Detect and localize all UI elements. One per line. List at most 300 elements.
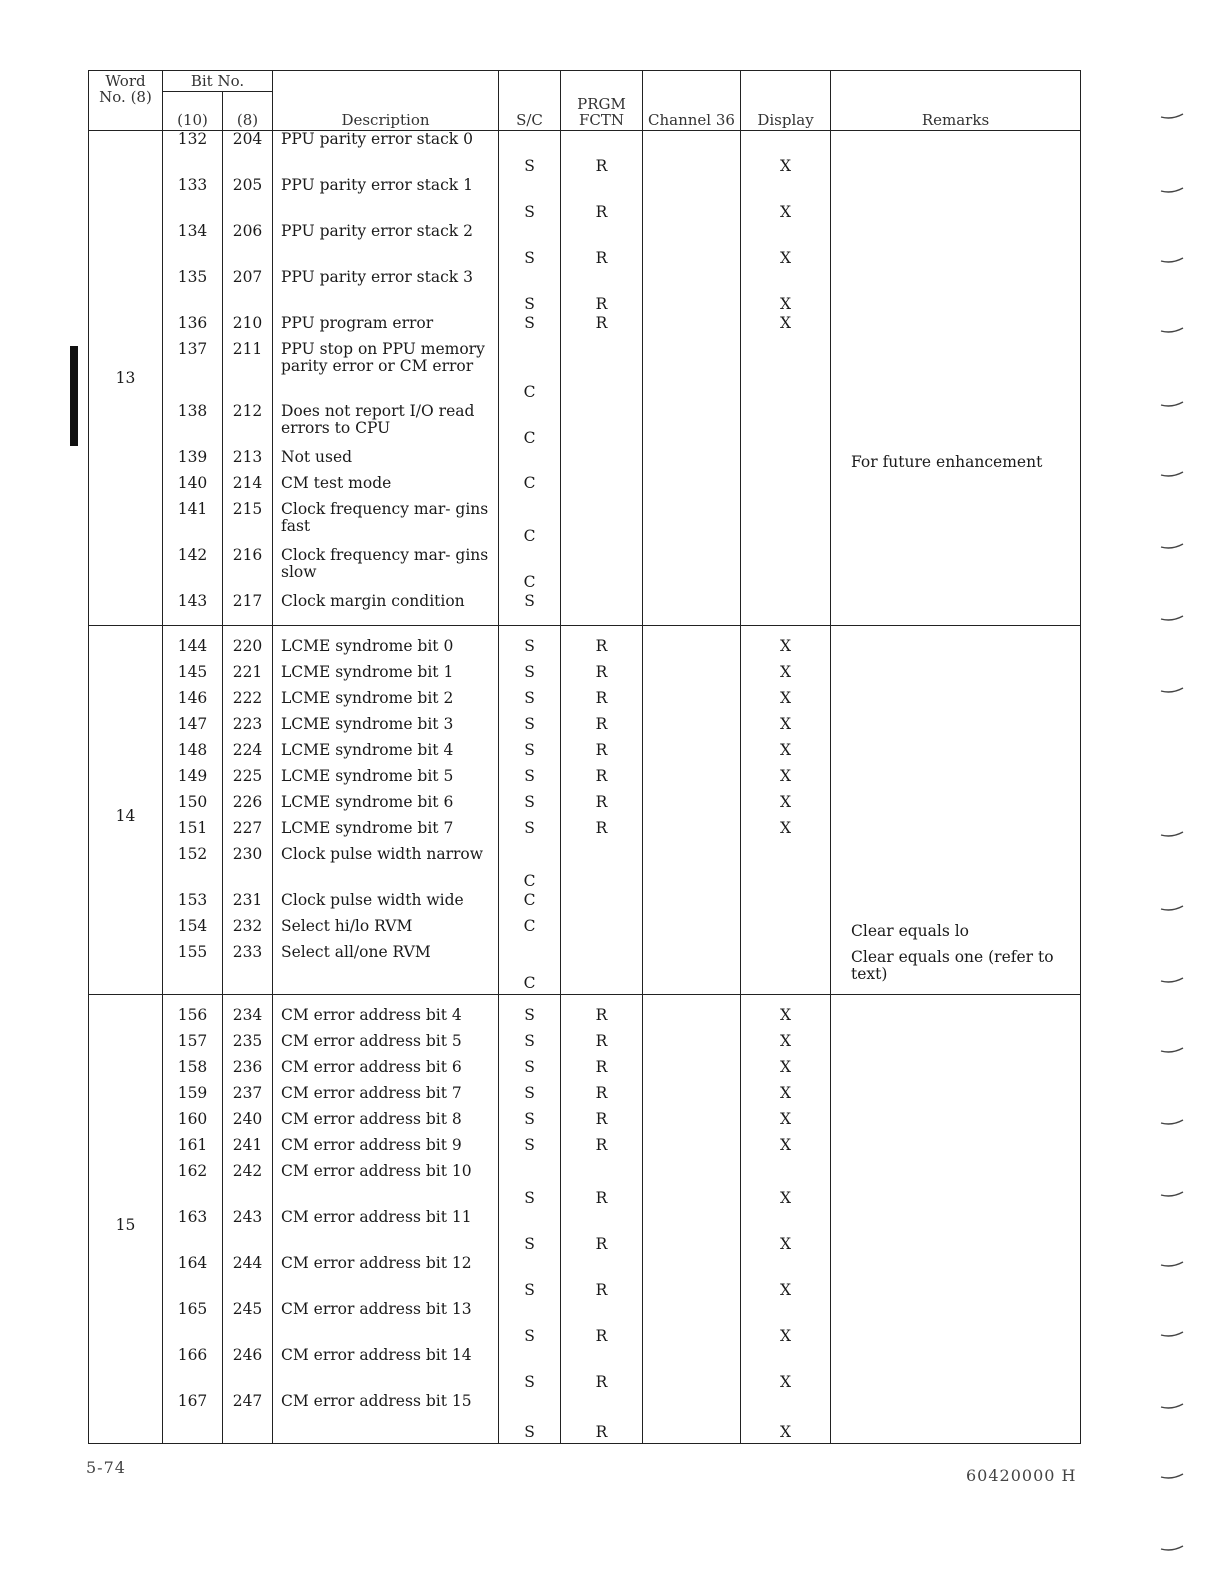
bit-description: CM error address bit 13 — [273, 1301, 499, 1347]
bit-decimal: 146 — [163, 690, 223, 716]
bit-decimal: 134 — [163, 223, 223, 269]
set-clear-flag: S — [499, 995, 561, 1034]
bit-decimal: 162 — [163, 1163, 223, 1209]
program-function — [561, 944, 643, 995]
channel-36-value — [643, 1085, 741, 1111]
set-clear-flag: S — [499, 690, 561, 716]
bit-decimal: 166 — [163, 1347, 223, 1393]
program-function — [561, 846, 643, 892]
program-function: R — [561, 1209, 643, 1255]
display-flag: X — [741, 664, 831, 690]
display-flag — [741, 449, 831, 475]
display-flag: X — [741, 131, 831, 178]
remarks-cell — [831, 131, 1081, 626]
bit-decimal: 151 — [163, 820, 223, 846]
bit-octal: 243 — [223, 1209, 273, 1255]
program-function — [561, 547, 643, 593]
margin-tick-mark — [1160, 904, 1184, 912]
header-channel-36: Channel 36 — [643, 71, 741, 131]
bit-decimal: 155 — [163, 944, 223, 995]
bit-description: PPU parity error stack 3 — [273, 269, 499, 315]
bit-decimal: 136 — [163, 315, 223, 341]
channel-36-value — [643, 1059, 741, 1085]
bit-octal: 231 — [223, 892, 273, 918]
channel-36-value — [643, 918, 741, 944]
document-number: 60420000 H — [966, 1466, 1077, 1485]
set-clear-flag: S — [499, 1111, 561, 1137]
bit-description: Clock pulse width wide — [273, 892, 499, 918]
bit-decimal: 161 — [163, 1137, 223, 1163]
display-flag: X — [741, 820, 831, 846]
bit-decimal: 152 — [163, 846, 223, 892]
channel-36-value — [643, 475, 741, 501]
program-function — [561, 593, 643, 626]
margin-tick-mark — [1160, 1330, 1184, 1338]
channel-36-value — [643, 794, 741, 820]
bit-description: LCME syndrome bit 1 — [273, 664, 499, 690]
channel-36-value — [643, 1111, 741, 1137]
display-flag — [741, 501, 831, 547]
header-description: Description — [273, 71, 499, 131]
display-flag: X — [741, 1111, 831, 1137]
bit-octal: 227 — [223, 820, 273, 846]
program-function: R — [561, 690, 643, 716]
table-body — [89, 131, 1081, 1444]
bit-decimal: 164 — [163, 1255, 223, 1301]
table-row — [89, 131, 1081, 178]
set-clear-flag: S — [499, 1393, 561, 1444]
margin-tick-mark — [1160, 112, 1184, 120]
bit-description: Not used — [273, 449, 499, 475]
channel-36-value — [643, 501, 741, 547]
channel-36-value — [643, 131, 741, 178]
display-flag: X — [741, 1209, 831, 1255]
bit-octal: 216 — [223, 547, 273, 593]
set-clear-flag: C — [499, 846, 561, 892]
program-function: R — [561, 768, 643, 794]
bit-definition-table — [88, 70, 1081, 1444]
bit-decimal: 167 — [163, 1393, 223, 1444]
bit-description: Select all/one RVM — [273, 944, 499, 995]
bit-description: PPU parity error stack 1 — [273, 177, 499, 223]
program-function: R — [561, 716, 643, 742]
bit-decimal: 159 — [163, 1085, 223, 1111]
bit-decimal: 145 — [163, 664, 223, 690]
set-clear-flag: C — [499, 475, 561, 501]
program-function: R — [561, 664, 643, 690]
program-function — [561, 341, 643, 403]
set-clear-flag: S — [499, 1209, 561, 1255]
display-flag — [741, 892, 831, 918]
bit-description: PPU stop on PPU memory parity error or CM error — [273, 341, 499, 403]
program-function: R — [561, 626, 643, 665]
bit-decimal: 163 — [163, 1209, 223, 1255]
display-flag: X — [741, 315, 831, 341]
set-clear-flag: S — [499, 1255, 561, 1301]
margin-tick-mark — [1160, 1260, 1184, 1268]
bit-description: LCME syndrome bit 0 — [273, 626, 499, 665]
bit-description: CM error address bit 6 — [273, 1059, 499, 1085]
set-clear-flag: C — [499, 341, 561, 403]
set-clear-flag: S — [499, 1137, 561, 1163]
channel-36-value — [643, 664, 741, 690]
bit-decimal: 150 — [163, 794, 223, 820]
margin-tick-mark — [1160, 186, 1184, 194]
bit-octal: 241 — [223, 1137, 273, 1163]
bit-description: CM error address bit 4 — [273, 995, 499, 1034]
bit-decimal: 132 — [163, 131, 223, 178]
bit-description: LCME syndrome bit 3 — [273, 716, 499, 742]
set-clear-flag: S — [499, 742, 561, 768]
bit-description: CM error address bit 5 — [273, 1033, 499, 1059]
bit-description: LCME syndrome bit 4 — [273, 742, 499, 768]
margin-tick-mark — [1160, 1046, 1184, 1054]
header-bit-10: (10) — [163, 92, 223, 131]
bit-description: CM error address bit 14 — [273, 1347, 499, 1393]
program-function — [561, 449, 643, 475]
bit-description: Clock pulse width narrow — [273, 846, 499, 892]
bit-octal: 233 — [223, 944, 273, 995]
bit-octal: 245 — [223, 1301, 273, 1347]
channel-36-value — [643, 223, 741, 269]
bit-octal: 230 — [223, 846, 273, 892]
bit-octal: 220 — [223, 626, 273, 665]
set-clear-flag: S — [499, 177, 561, 223]
bit-octal: 217 — [223, 593, 273, 626]
bit-description: Select hi/lo RVM — [273, 918, 499, 944]
display-flag: X — [741, 1033, 831, 1059]
set-clear-flag: S — [499, 1059, 561, 1085]
set-clear-flag: C — [499, 501, 561, 547]
table-header — [89, 71, 1081, 131]
header-display: Display — [741, 71, 831, 131]
bit-decimal: 157 — [163, 1033, 223, 1059]
set-clear-flag: S — [499, 1347, 561, 1393]
channel-36-value — [643, 1163, 741, 1209]
set-clear-flag: C — [499, 547, 561, 593]
bit-octal: 244 — [223, 1255, 273, 1301]
bit-description: CM error address bit 15 — [273, 1393, 499, 1444]
set-clear-flag: S — [499, 716, 561, 742]
bit-decimal: 147 — [163, 716, 223, 742]
header-word-no: Word No. (8) — [89, 71, 163, 131]
program-function: R — [561, 995, 643, 1034]
program-function: R — [561, 794, 643, 820]
remarks-cell — [831, 995, 1081, 1444]
bit-decimal: 139 — [163, 449, 223, 475]
bit-description: LCME syndrome bit 2 — [273, 690, 499, 716]
bit-octal: 225 — [223, 768, 273, 794]
channel-36-value — [643, 1393, 741, 1444]
bit-octal: 215 — [223, 501, 273, 547]
bit-octal: 212 — [223, 403, 273, 449]
margin-tick-mark — [1160, 326, 1184, 334]
set-clear-flag: S — [499, 768, 561, 794]
channel-36-value — [643, 1033, 741, 1059]
bit-octal: 242 — [223, 1163, 273, 1209]
bit-octal: 213 — [223, 449, 273, 475]
program-function — [561, 475, 643, 501]
bit-description: Clock frequency mar- gins fast — [273, 501, 499, 547]
display-flag — [741, 846, 831, 892]
bit-octal: 221 — [223, 664, 273, 690]
bit-octal: 226 — [223, 794, 273, 820]
program-function: R — [561, 1085, 643, 1111]
bit-description: PPU parity error stack 0 — [273, 131, 499, 178]
margin-tick-mark — [1160, 976, 1184, 984]
display-flag: X — [741, 1137, 831, 1163]
display-flag: X — [741, 1301, 831, 1347]
display-flag: X — [741, 742, 831, 768]
channel-36-value — [643, 1301, 741, 1347]
display-flag — [741, 475, 831, 501]
set-clear-flag: S — [499, 131, 561, 178]
bit-octal: 235 — [223, 1033, 273, 1059]
display-flag — [741, 918, 831, 944]
table-row — [89, 626, 1081, 665]
page-number: 5-74 — [86, 1458, 126, 1477]
set-clear-flag: S — [499, 1085, 561, 1111]
bit-decimal: 153 — [163, 892, 223, 918]
bit-decimal: 135 — [163, 269, 223, 315]
set-clear-flag: C — [499, 944, 561, 995]
margin-tick-mark — [1160, 1118, 1184, 1126]
channel-36-value — [643, 593, 741, 626]
bit-octal: 204 — [223, 131, 273, 178]
bit-octal: 214 — [223, 475, 273, 501]
bit-decimal: 142 — [163, 547, 223, 593]
set-clear-flag: C — [499, 892, 561, 918]
remark-text: Clear equals lo — [851, 921, 970, 940]
bit-octal: 246 — [223, 1347, 273, 1393]
program-function: R — [561, 1163, 643, 1209]
set-clear-flag: S — [499, 820, 561, 846]
bit-description: CM error address bit 7 — [273, 1085, 499, 1111]
bit-decimal: 140 — [163, 475, 223, 501]
channel-36-value — [643, 1255, 741, 1301]
bit-description: CM error address bit 9 — [273, 1137, 499, 1163]
bit-description: CM error address bit 12 — [273, 1255, 499, 1301]
set-clear-flag: S — [499, 664, 561, 690]
program-function: R — [561, 177, 643, 223]
bit-description: CM error address bit 11 — [273, 1209, 499, 1255]
display-flag: X — [741, 1059, 831, 1085]
channel-36-value — [643, 742, 741, 768]
channel-36-value — [643, 768, 741, 794]
margin-tick-mark — [1160, 470, 1184, 478]
set-clear-flag: S — [499, 593, 561, 626]
program-function: R — [561, 131, 643, 178]
bit-octal: 234 — [223, 995, 273, 1034]
channel-36-value — [643, 177, 741, 223]
word-number: 13 — [89, 131, 163, 626]
display-flag: X — [741, 223, 831, 269]
bit-octal: 206 — [223, 223, 273, 269]
bit-description: Does not report I/O read errors to CPU — [273, 403, 499, 449]
bit-octal: 224 — [223, 742, 273, 768]
bit-decimal: 149 — [163, 768, 223, 794]
channel-36-value — [643, 341, 741, 403]
header-remarks: Remarks — [831, 71, 1081, 131]
program-function: R — [561, 1137, 643, 1163]
set-clear-flag: S — [499, 1033, 561, 1059]
display-flag — [741, 593, 831, 626]
margin-tick-mark — [1160, 1472, 1184, 1480]
bit-decimal: 148 — [163, 742, 223, 768]
display-flag: X — [741, 1255, 831, 1301]
channel-36-value — [643, 269, 741, 315]
display-flag: X — [741, 1347, 831, 1393]
program-function: R — [561, 820, 643, 846]
channel-36-value — [643, 1137, 741, 1163]
header-prgm-fctn: PRGM FCTN — [561, 71, 643, 131]
bit-octal: 236 — [223, 1059, 273, 1085]
display-flag: X — [741, 690, 831, 716]
margin-tick-mark — [1160, 256, 1184, 264]
channel-36-value — [643, 690, 741, 716]
margin-tick-mark — [1160, 1190, 1184, 1198]
display-flag — [741, 341, 831, 403]
display-flag: X — [741, 626, 831, 665]
program-function: R — [561, 1347, 643, 1393]
channel-36-value — [643, 547, 741, 593]
word-number: 15 — [89, 995, 163, 1444]
program-function — [561, 892, 643, 918]
display-flag — [741, 547, 831, 593]
bit-octal: 247 — [223, 1393, 273, 1444]
bit-octal: 232 — [223, 918, 273, 944]
display-flag: X — [741, 716, 831, 742]
bit-description: CM error address bit 10 — [273, 1163, 499, 1209]
bit-octal: 205 — [223, 177, 273, 223]
margin-tick-mark — [1160, 686, 1184, 694]
bit-description: Clock margin condition — [273, 593, 499, 626]
bit-description: CM test mode — [273, 475, 499, 501]
header-bit-no: Bit No. — [163, 71, 273, 92]
bit-octal: 240 — [223, 1111, 273, 1137]
program-function: R — [561, 315, 643, 341]
bit-description: PPU program error — [273, 315, 499, 341]
bit-octal: 223 — [223, 716, 273, 742]
bit-decimal: 133 — [163, 177, 223, 223]
bit-octal: 237 — [223, 1085, 273, 1111]
display-flag: X — [741, 768, 831, 794]
margin-tick-mark — [1160, 1402, 1184, 1410]
program-function: R — [561, 1059, 643, 1085]
channel-36-value — [643, 1347, 741, 1393]
bit-description: PPU parity error stack 2 — [273, 223, 499, 269]
set-clear-flag: C — [499, 403, 561, 449]
bit-octal: 222 — [223, 690, 273, 716]
set-clear-flag: S — [499, 794, 561, 820]
header-bit-8: (8) — [223, 92, 273, 131]
set-clear-flag: S — [499, 269, 561, 315]
header-sc: S/C — [499, 71, 561, 131]
channel-36-value — [643, 315, 741, 341]
display-flag — [741, 403, 831, 449]
remarks-cell — [831, 626, 1081, 995]
channel-36-value — [643, 716, 741, 742]
bit-octal: 211 — [223, 341, 273, 403]
set-clear-flag — [499, 449, 561, 475]
program-function: R — [561, 1033, 643, 1059]
display-flag: X — [741, 1163, 831, 1209]
bit-decimal: 137 — [163, 341, 223, 403]
bit-description: LCME syndrome bit 7 — [273, 820, 499, 846]
program-function: R — [561, 223, 643, 269]
program-function: R — [561, 1393, 643, 1444]
remark-text: For future enhancement — [851, 452, 1043, 471]
program-function: R — [561, 1111, 643, 1137]
display-flag: X — [741, 269, 831, 315]
bit-description: Clock frequency mar- gins slow — [273, 547, 499, 593]
bit-description: LCME syndrome bit 5 — [273, 768, 499, 794]
bit-decimal: 143 — [163, 593, 223, 626]
program-function: R — [561, 1301, 643, 1347]
channel-36-value — [643, 1209, 741, 1255]
program-function: R — [561, 1255, 643, 1301]
table-row — [89, 995, 1081, 1034]
program-function: R — [561, 742, 643, 768]
program-function — [561, 403, 643, 449]
channel-36-value — [643, 892, 741, 918]
set-clear-flag: S — [499, 315, 561, 341]
display-flag — [741, 944, 831, 995]
set-clear-flag: S — [499, 626, 561, 665]
bit-description: CM error address bit 8 — [273, 1111, 499, 1137]
bit-octal: 207 — [223, 269, 273, 315]
program-function: R — [561, 269, 643, 315]
word-number: 14 — [89, 626, 163, 995]
bit-decimal: 156 — [163, 995, 223, 1034]
bit-description: LCME syndrome bit 6 — [273, 794, 499, 820]
margin-tick-mark — [1160, 542, 1184, 550]
bit-decimal: 158 — [163, 1059, 223, 1085]
channel-36-value — [643, 820, 741, 846]
channel-36-value — [643, 944, 741, 995]
margin-tick-mark — [1160, 1544, 1184, 1552]
channel-36-value — [643, 449, 741, 475]
margin-tick-mark — [1160, 614, 1184, 622]
bit-decimal: 138 — [163, 403, 223, 449]
channel-36-value — [643, 995, 741, 1034]
margin-tick-mark — [1160, 400, 1184, 408]
remark-text: Clear equals one (refer to text) — [851, 947, 1054, 983]
program-function — [561, 918, 643, 944]
program-function — [561, 501, 643, 547]
set-clear-flag: S — [499, 1163, 561, 1209]
margin-tick-mark — [1160, 830, 1184, 838]
bit-octal: 210 — [223, 315, 273, 341]
bit-decimal: 141 — [163, 501, 223, 547]
bit-decimal: 154 — [163, 918, 223, 944]
channel-36-value — [643, 403, 741, 449]
display-flag: X — [741, 995, 831, 1034]
display-flag: X — [741, 794, 831, 820]
channel-36-value — [643, 626, 741, 665]
set-clear-flag: S — [499, 1301, 561, 1347]
bit-decimal: 160 — [163, 1111, 223, 1137]
channel-36-value — [643, 846, 741, 892]
display-flag: X — [741, 1085, 831, 1111]
set-clear-flag: C — [499, 918, 561, 944]
bit-decimal: 165 — [163, 1301, 223, 1347]
set-clear-flag: S — [499, 223, 561, 269]
bit-decimal: 144 — [163, 626, 223, 665]
display-flag: X — [741, 177, 831, 223]
display-flag: X — [741, 1393, 831, 1444]
revision-change-bar — [70, 346, 78, 446]
